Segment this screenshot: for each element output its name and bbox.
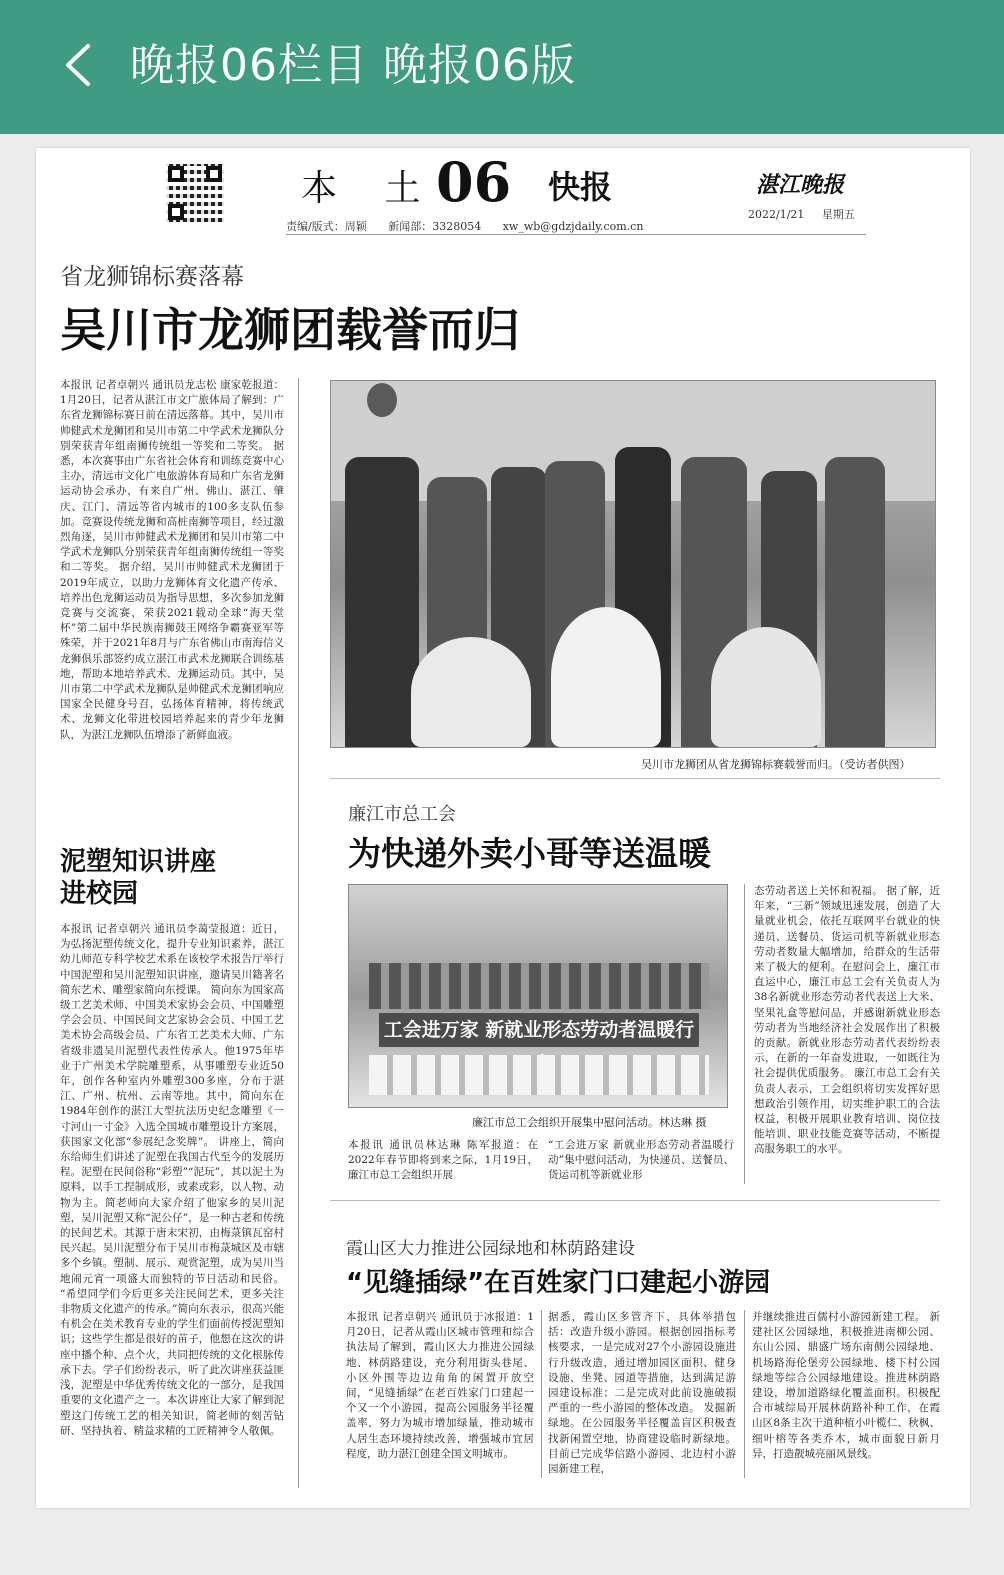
article3-body-mid: “工会进万家 新就业形态劳动者温暖行动”集中慰问活动，为快递员、送餐员、货运司机等新就业形 <box>548 1139 734 1182</box>
newspaper-logo: 湛江晚报 <box>756 172 845 198</box>
article3-photo-caption: 廉江市总工会组织开展集中慰问活动。林达琳 摄 <box>472 1116 707 1129</box>
article4-body-col2: 据悉，霞山区多管齐下，具体举措包括：改造升级小游园。根据创园指标考核要求，一是完成对27个小游园设施进行升级改造，通过增加园区面积、健身设施、坐凳、园道等措施，达到满足游园建设标准；二是完成对此前设施破损严重的一些小游园的整体改造。 发掘新绿地。在公园服务半径覆盖盲区积极查找新闲置空地，协商建设临时新绿地。目前已完成华信路小游园、北边村小游园新建工程， <box>548 1311 736 1476</box>
lion-costume <box>551 607 661 747</box>
article4-kicker: 霞山区大力推进公园绿地和林荫路建设 <box>346 1239 635 1259</box>
page-title: 晚报06栏目 晚报06版 <box>130 40 576 91</box>
article2-headline-line1[interactable]: 泥塑知识讲座 <box>60 847 217 877</box>
article1-body: 本报讯 记者卓朝兴 通讯员龙志松 康家乾报道：1月20日，记者从湛江市文广旅体局了解到：广东省龙狮锦标赛日前在清远落幕。其中，吴川市帅健武术龙狮团和吴川市第二中学武术龙狮队分别荣获青年组南狮传统组一等奖和二等奖。 据悉，本次赛事由广东省社会体育和训练竞赛中心主办，清远市文化广电旅游体育局和广东省龙狮运动协会承办，有来自广州、佛山、湛江、肇庆、江门、清远等省内城市的100多支队伍参加。竞赛设传统龙狮和高桩南狮等项目，经过激烈角逐，吴川市帅健武术龙狮团和吴川市第二中学武术龙狮队分别荣获青年组南狮传统组一等奖和二等奖。 据介绍，吴川市帅健武术龙狮团于2019年成立，以助力龙狮体育文化遗产传承、培养出色龙狮运动员为指导思想，多次参加龙狮竞赛与交流赛，荣获2021载动全球“海天堂杯”第二届中华民族南狮鼓王网络争霸赛亚军等殊荣，并于2021年8月与广东省佛山市南海信义龙狮俱乐部签约成立湛江市武术龙狮联合训练基地，帮助本地培养武术、龙狮运动员。其中，吴川市第二中学武术龙狮队是帅健武术龙狮团响应国家全民健身号召，弘扬体育精神，将传统武术、龙狮文化带进校园培养起来的青少年龙狮队，为湛江龙狮队伍增添了新鲜血液。 <box>60 379 284 741</box>
email-text: xw_wb@gdzjdaily.com.cn <box>502 220 644 233</box>
newspaper-page[interactable] <box>36 148 970 1508</box>
article3-headline[interactable]: 为快递外卖小哥等送温暖 <box>348 834 711 873</box>
article2-body: 本报讯 记者卓朝兴 通讯员李蔼莹报道：近日，为弘扬泥塑传统文化，提升专业知识素养，湛江幼儿师范专科学校艺术系在该校学术报告厅举行中国泥塑和吴川泥塑知识讲座，邀请吴川籍著名简东艺术、雕塑家简向东授课。 简向东为国家高级工艺美术师、中国美术家协会会员、中国雕塑学会会员、中国民间文艺家协会会员、中国工艺美术协会高级会员、广东省工艺美术大师、广东省级非遗吴川泥塑代表性传承人。他1975年毕业于广州美术学院雕塑系，从事雕塑专业近50年，创作各种室内外雕塑300多座，分布于湛江、广州、杭州、云南等地。其中，简向东在1984年创作的湛江大型抗法历史纪念雕塑《一寸河山一寸金》入选全国城市雕塑设计方案展，获国家文化部“参展纪念奖牌”。 讲座上，简向东给师生们讲述了泥塑在我国古代至今的发展历程。泥塑在民间俗称“彩塑”“泥玩”，其以泥土为原料，以手工捏制成形，或素或彩，以人物、动物为主。简老师向大家介绍了他家乡的吴川泥塑，吴川泥塑又称“泥公仔”，是一种古老和传统的民间艺术。其源于唐末宋初，由梅菉镇瓦窑村民兴起。吴川泥塑分布于吴川市梅菉城区及市辖多个乡镇。塑制、展示、观赏泥塑，成为吴川当地闹元宵一项盛大而独特的节日活动和民俗。 “希望同学们今后更多关注民间艺术，更多关注非物质文化遗产的传承。”简向东表示，很高兴能有机会在美术教育专业的学生们面前传授泥塑知识；这些学生都是很好的苗子，他想在这次的讲座中播个种、点个火，共同把传统的文化根脉传承下去。学子们纷纷表示，听了此次讲座获益匪浅，泥塑是中华优秀传统文化的一部分，是我国重要的文化遗产之一。本次讲座让大家了解到泥塑这门传统工艺的相关知识，简老师的刻苦钻研、坚持执着、精益求精的工匠精神令人敬佩。 <box>60 923 284 1437</box>
qr-code <box>166 164 224 222</box>
photo-gift-bags <box>369 1055 709 1095</box>
column-name: 快报 <box>548 168 613 206</box>
section-name: 本 土 <box>301 168 439 209</box>
article1-photo-caption: 吴川市龙狮团从省龙狮锦标赛载誉而归。（受访者供图） <box>641 758 911 771</box>
article1-kicker: 省龙狮锦标赛落幕 <box>60 264 244 290</box>
article1-headline[interactable]: 吴川市龙狮团载誉而归 <box>60 303 520 357</box>
article3-body-left: 本报讯 通讯员林达琳 陈军报道：在2022年春节即将到来之际，1月19日，廉江市总工会组织开展 <box>348 1139 538 1182</box>
photo-figure <box>825 457 885 747</box>
app-bar <box>0 0 1004 134</box>
column-divider <box>744 884 745 1184</box>
article2-headline-line2[interactable]: 进校园 <box>60 879 139 909</box>
section-divider <box>330 778 940 779</box>
back-button[interactable] <box>58 40 98 90</box>
masthead-rule <box>286 234 866 235</box>
article4-body-col3: 并继续推进百儒村小游园新建工程。 新建社区公园绿地，积极推进南柳公园、东山公园、鼎盛广场东南侧公园绿地、机场路海伦堡旁公园绿地、楼下村公园绿地等综合公园绿地建设。推进林荫路建设，增加道路绿化覆盖面积。积极配合市城综局开展林荫路补种工作，在霞山区8条主次干道种植小叶榄仁、秋枫、细叶榕等各类乔木，城市面貌日新月异，打造靓城亮丽风景线。 <box>752 1311 940 1460</box>
chevron-left-icon <box>58 40 98 90</box>
article4-body-col1: 本报讯 记者卓朝兴 通讯员于冰报道：1月20日，记者从霞山区城市管理和综合执法局了解到，霞山区大力推进公园绿地、林荫路建设，充分利用街头巷尾、小区外围等边边角角的闲置开放空间，“见缝插绿”在老百姓家门口建起一个又一个小游园，提高公园服务半径覆盖率，努力为城市增加绿量，推动城市人居生态环境持续改善，增强城市宜居程度，助力湛江创建全国文明城市。 <box>346 1311 534 1460</box>
lion-costume <box>411 637 531 747</box>
weekday-text: 星期五 <box>821 208 855 221</box>
masthead-meta <box>286 218 661 234</box>
page-number: 06 <box>436 150 512 214</box>
column-divider <box>298 378 299 1488</box>
section-divider <box>330 1200 940 1201</box>
article3-photo[interactable] <box>348 884 728 1108</box>
newsroom-text: 新闻部：3328054 <box>388 220 482 233</box>
article4-headline[interactable]: “见缝插绿”在百姓家门口建起小游园 <box>346 1268 771 1298</box>
photo-figure <box>345 457 419 747</box>
date-text: 2022/1/21 <box>748 208 805 221</box>
photo-figure <box>367 383 397 417</box>
issue-date <box>748 206 855 222</box>
lion-costume <box>711 627 821 747</box>
article1-photo[interactable] <box>330 380 936 748</box>
article3-body-right: 态劳动者送上关怀和祝福。 据了解，近年来，“三新”领域迅速发展，创造了大量就业机会，依托互联网平台就业的快递员、送餐员、货运司机等新就业形态劳动者数量大幅增加，给群众的生活带来了极大的便利。在慰问会上，廉江市直运中心，廉江市总工会有关负责人为38名新就业形态劳动者代表送上大米、坚果礼盒等慰问品，并感谢新就业形态劳动者为当地经济社会发展作出了积极的贡献。新就业形态劳动者代表纷纷表示，在新的一年奋发进取，一如既往为社会提供优质服务。 廉江市总工会有关负责人表示，工会组织将切实发挥好思想政治引领作用，切实维护职工的合法权益，积极开展职业教育培训、岗位技能培训、职业技能竞赛等活动，不断提高服务职工的水平。 <box>754 885 940 1156</box>
column-divider <box>744 1310 745 1478</box>
column-divider <box>541 1310 542 1478</box>
article3-kicker: 廉江市总工会 <box>348 804 456 825</box>
photo-crowd <box>369 963 709 1009</box>
photo-banner: 工会进万家 新就业形态劳动者温暖行 <box>379 1013 699 1047</box>
editor-text: 责编/版式：周颖 <box>286 220 367 233</box>
